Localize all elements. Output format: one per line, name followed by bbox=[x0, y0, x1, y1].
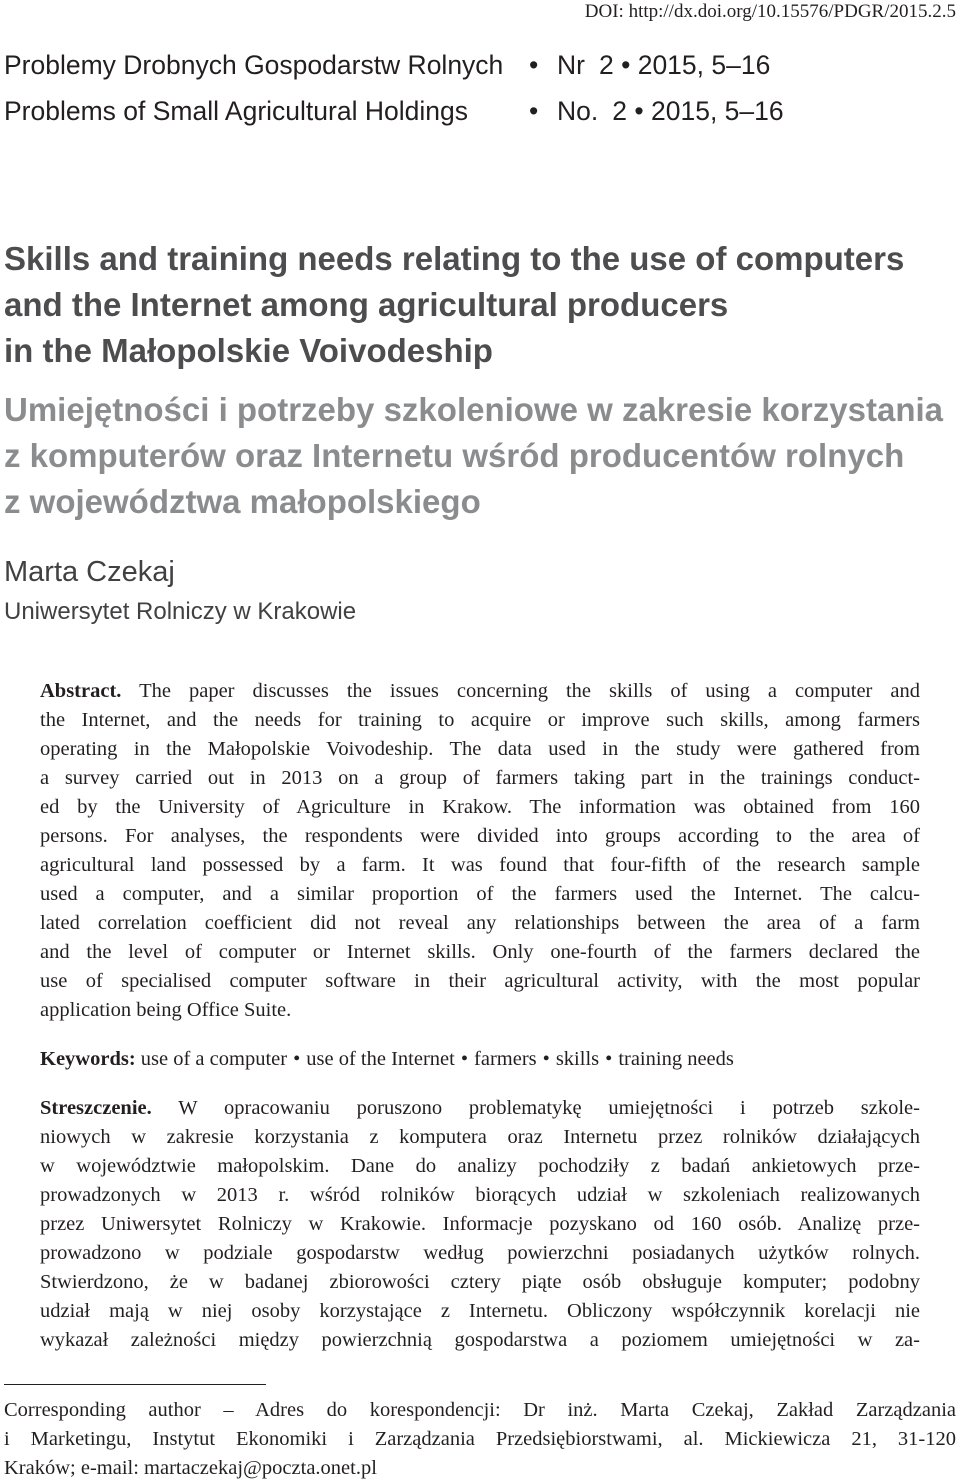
title-line: in the Małopolskie Voivodeship bbox=[4, 332, 493, 369]
streszczenie-line: niowych w zakresie korzystania z komputera oraz Internetu przez rolników działających bbox=[40, 1126, 920, 1148]
bullet-separator: • bbox=[529, 50, 539, 80]
issue-label-pl: Nr bbox=[557, 50, 585, 80]
title-line: z województwa małopolskiego bbox=[4, 483, 481, 520]
journal-name-en: Problems of Small Agricultural Holdings bbox=[4, 96, 468, 126]
footnote-line: Corresponding author – Adres do korespondencji: Dr inż. Marta Czekaj, Zakład Zarządzania bbox=[4, 1399, 956, 1421]
keyword-item: training needs bbox=[618, 1048, 734, 1070]
abstract-label: Abstract. bbox=[40, 680, 122, 702]
bullet-separator: • bbox=[293, 1048, 301, 1070]
issue-label-en: No. bbox=[557, 96, 599, 126]
keyword-item: use of the Internet bbox=[306, 1048, 455, 1070]
abstract-line: used a computer, and a similar proportion of the farmers used the Internet. The calcu- bbox=[40, 883, 920, 905]
bullet-separator: • bbox=[605, 1048, 613, 1070]
abstract-text: The paper discusses the issues concerning the skills of using a computer and bbox=[139, 680, 920, 702]
abstract-line: application being Office Suite. bbox=[40, 999, 292, 1021]
doi-link[interactable]: DOI: http://dx.doi.org/10.15576/PDGR/2015.2.5 bbox=[584, 1, 956, 22]
author-name: Marta Czekaj bbox=[4, 556, 175, 588]
streszczenie-line: prowadzonych w 2013 r. wśród rolników biorących udział w szkoleniach realizowanych bbox=[40, 1184, 920, 1206]
keyword-item: skills bbox=[555, 1048, 600, 1070]
journal-header-pl bbox=[4, 50, 790, 81]
abstract-line: persons. For analyses, the respondents were divided into groups according to the area of bbox=[40, 825, 920, 847]
corresponding-author-footnote bbox=[4, 1396, 956, 1483]
abstract-line: the Internet, and the needs for training to acquire or improve such skills, among farmers bbox=[40, 709, 920, 731]
keywords-line bbox=[40, 1045, 920, 1074]
keywords-label: Keywords: bbox=[40, 1048, 136, 1070]
streszczenie-line: udział mają w niej osoby korzystające z Internetu. Obliczony współczynnik korelacji nie bbox=[40, 1300, 920, 1322]
article-title-en bbox=[4, 236, 956, 374]
title-line: and the Internet among agricultural producers bbox=[4, 286, 729, 323]
abstract-section bbox=[40, 677, 920, 1025]
abstract-line: use of specialised computer software in their agricultural activity, with the most popular bbox=[40, 970, 920, 992]
title-line: Umiejętności i potrzeby szkoleniowe w zakresie korzystania bbox=[4, 391, 944, 428]
streszczenie-line: Stwierdzono, że w badanej zbiorowości cztery piąte osób obsługuje komputer; podobny bbox=[40, 1271, 920, 1293]
bullet-separator: • bbox=[529, 96, 539, 126]
journal-header-en bbox=[4, 96, 790, 127]
bullet-separator: • bbox=[542, 1048, 550, 1070]
streszczenie-line bbox=[40, 1094, 920, 1123]
streszczenie-line: wykazał zależności między powierzchnią gospodarstwa a poziomem umiejętności w za- bbox=[40, 1329, 920, 1351]
title-line: z komputerów oraz Internetu wśród producentów rolnych bbox=[4, 437, 905, 474]
keyword-item: use of a computer bbox=[140, 1048, 288, 1070]
abstract-line: operating in the Małopolskie Voivodeship. The data used in the study were gathered from bbox=[40, 738, 920, 760]
bullet-separator: • bbox=[460, 1048, 469, 1070]
abstract-line: a survey carried out in 2013 on a group of farmers taking part in the trainings conduct- bbox=[40, 767, 920, 789]
footnote-line: Kraków; e-mail: martaczekaj@poczta.onet.pl bbox=[4, 1457, 377, 1479]
abstract-line bbox=[40, 677, 920, 706]
streszczenie-line: prowadzono w podziale gospodarstw według powierzchni posiadanych użytków rolnych. bbox=[40, 1242, 920, 1264]
title-line: Skills and training needs relating to the use of computers bbox=[4, 240, 905, 277]
footnote-line: i Marketingu, Instytut Ekonomiki i Zarządzania Przedsiębiorstwami, al. Mickiewicza 21, 31-120 bbox=[4, 1428, 956, 1450]
footnote-divider bbox=[4, 1384, 266, 1385]
issue-number-date-pl: 2 • 2015, 5–16 bbox=[598, 50, 771, 80]
keywords-section bbox=[40, 1045, 920, 1074]
issue-number-date-en: 2 • 2015, 5–16 bbox=[612, 96, 784, 126]
keyword-item: farmers bbox=[474, 1048, 537, 1070]
streszczenie-section bbox=[40, 1094, 920, 1355]
abstract-line: agricultural land possessed by a farm. It was found that four-fifth of the research sample bbox=[40, 854, 920, 876]
article-title-pl bbox=[4, 387, 956, 525]
journal-name-pl: Problemy Drobnych Gospodarstw Rolnych bbox=[4, 50, 504, 80]
abstract-line: lated correlation coefficient did not reveal any relationships between the area of a farm bbox=[40, 912, 920, 934]
streszczenie-line: przez Uniwersytet Rolniczy w Krakowie. Informacje pozyskano od 160 osób. Analizę prze- bbox=[40, 1213, 920, 1235]
abstract-line: ed by the University of Agriculture in Krakow. The information was obtained from 160 bbox=[40, 796, 920, 818]
streszczenie-text: W opracowaniu poruszono problematykę umiejętności i potrzeb szkole- bbox=[178, 1097, 920, 1119]
streszczenie-label: Streszczenie. bbox=[40, 1097, 152, 1119]
streszczenie-line: w województwie małopolskim. Dane do analizy pochodziły z badań ankietowych prze- bbox=[40, 1155, 920, 1177]
abstract-line: and the level of computer or Internet skills. Only one-fourth of the farmers declared the bbox=[40, 941, 920, 963]
author-affiliation: Uniwersytet Rolniczy w Krakowie bbox=[4, 598, 357, 625]
